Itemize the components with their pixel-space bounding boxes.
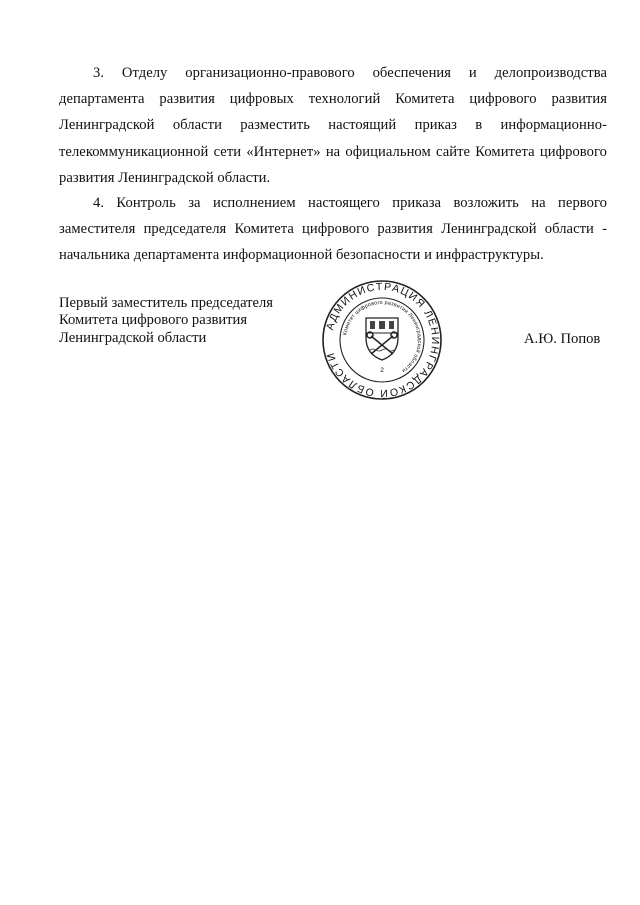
paragraph-3: 3. Отделу организационно-правового обеспечения и делопроизводства департамента развития цифровых технологий Комитета цифрового развития Ленинградской области разместить настоящий приказ в информационно-телекоммуникационной сети «Интернет» на официальном сайте Комитета цифрового развития Ленинградской области. <box>59 65 607 186</box>
seal-inner-text: Комитет цифрового развития Ленинградской области <box>342 299 423 374</box>
signer-position <box>59 295 273 347</box>
paragraph-4: 4. Контроль за исполнением настоящего приказа возложить на первого заместителя председателя Комитета цифрового развития Ленинградской области - начальника департамента информационной безопасности и инфраструктуры. <box>59 195 607 264</box>
coat-of-arms-icon <box>366 318 398 360</box>
signer-position-line-2: Комитета цифрового развития <box>59 312 248 329</box>
official-seal <box>320 278 444 402</box>
seal-number: 2 <box>380 367 384 374</box>
signer-name: А.Ю. Попов <box>524 331 601 347</box>
signer-position-line-1: Первый заместитель председателя <box>59 295 274 311</box>
seal-outer-text: АДМИНИСТРАЦИЯ ЛЕНИНГРАДСКОЙ ОБЛАСТИ <box>324 280 442 400</box>
signer-position-line-3: Ленинградской области <box>59 329 207 346</box>
